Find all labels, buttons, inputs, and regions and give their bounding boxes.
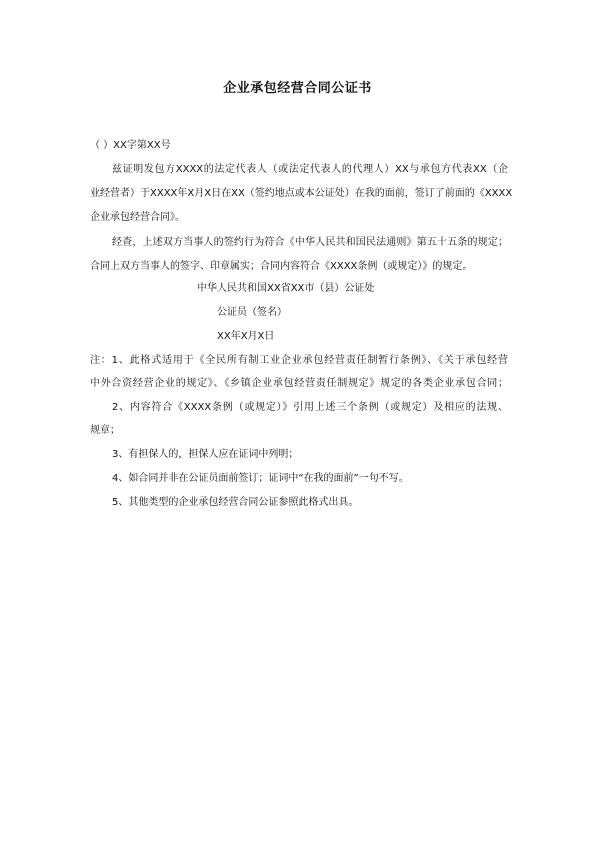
note1-line1: 注：1、此格式适用于《全民所有制工业企业承包经营责任制暂行条例》、《关于承包经营 <box>90 355 508 366</box>
note2-line2: 规章； <box>90 425 120 436</box>
note2-line1: 2、内容符合《XXXX条例（或规定）》引用上述三个条例（或规定）及相应的法规、 <box>112 402 508 413</box>
notary-signature-line: 公证员（签名） <box>217 307 287 318</box>
certificate-number-line: （ ）XX字第XX号 <box>90 140 171 151</box>
signature-date-line: XX年X月X日 <box>217 331 275 342</box>
note1-line2: 中外合资经营企业的规定》、《乡镇企业承包经营责任制规定》规定的各类企业承包合同； <box>90 378 508 389</box>
note5-line: 5、其他类型的企业承包经营合同公证参照此格式出具。 <box>112 497 359 508</box>
para2-line1: 经查，上述双方当事人的签约行为符合《中华人民共和国民法通则》第五十五条的规定； <box>112 237 508 248</box>
notary-office-line: 中华人民共和国XX省XX市（县）公证处 <box>197 283 375 294</box>
document-title: 企业承包经营合同公证书 <box>223 81 372 96</box>
para1-line2: 业经营者）于XXXX年X月X日在XX（签约地点或本公证处）在我的面前，签订了前面的《XXXX <box>90 188 513 199</box>
para1-line3: 企业承包经营合同》。 <box>90 212 185 223</box>
note4-line: 4、如合同并非在公证员面前签订；证词中“在我的面前”一句不写。 <box>112 473 409 484</box>
note3-line: 3、有担保人的，担保人应在证词中列明； <box>112 449 299 460</box>
para1-line1: 兹证明发包方XXXX的法定代表人（或法定代表人的代理人）XX与承包方代表XX（企 <box>112 164 508 175</box>
para2-line2: 合同上双方当事人的签字、印章属实；合同内容符合《XXXX条例（或规定）》的规定。 <box>90 261 473 272</box>
